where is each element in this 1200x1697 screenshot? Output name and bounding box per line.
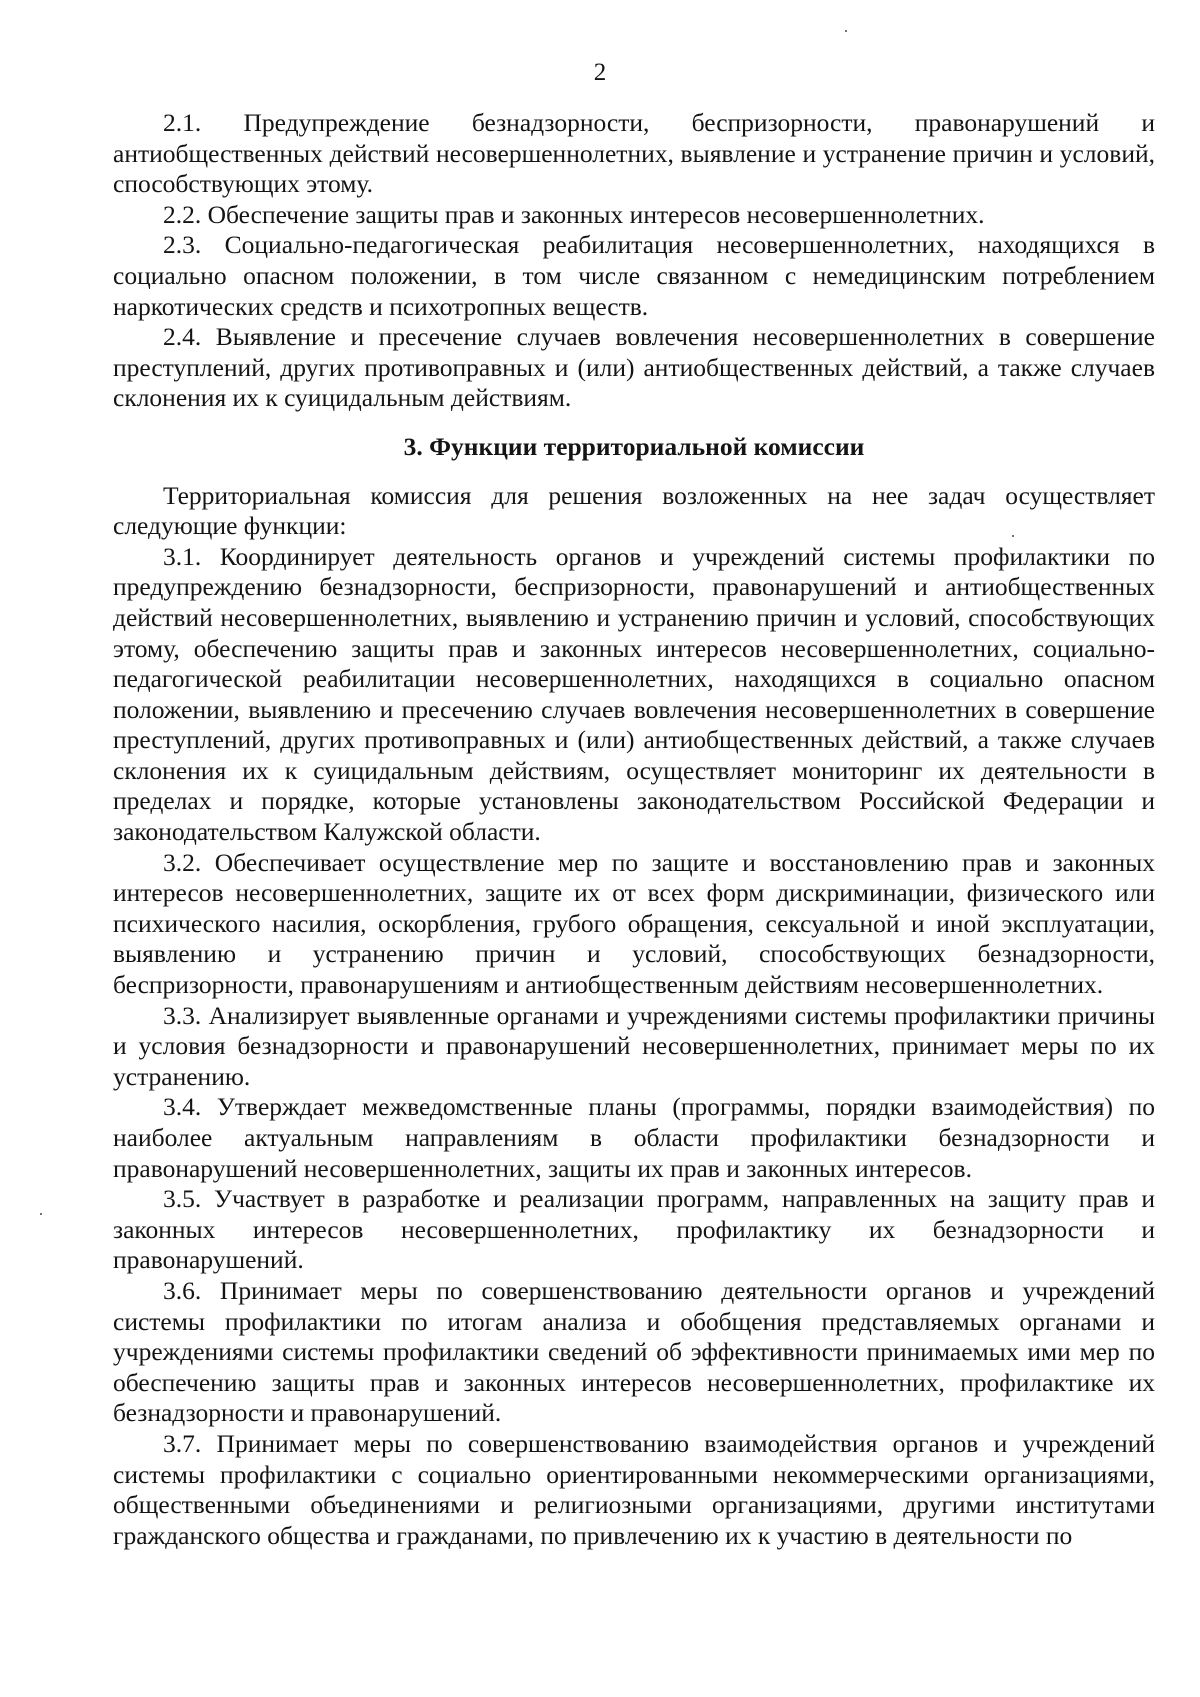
paragraph-intro: Территориальная комиссия для решения возложенных на нее задач осуществляет следующие функции: — [113, 480, 1155, 541]
paragraph-3-4: 3.4. Утверждает межведомственные планы (программы, порядки взаимодействия) по наиболее актуальным направлениям в области профилактики безнадзорности и правонарушений несовершеннолетних, защиты их прав и законных интересов. — [113, 1092, 1155, 1183]
paragraph-2-1: 2.1. Предупреждение безнадзорности, беспризорности, правонарушений и антиобщественных действий несовершеннолетних, выявление и устранение причин и условий, способствующих этому. — [113, 108, 1155, 199]
paragraph-2-3: 2.3. Социально-педагогическая реабилитация несовершеннолетних, находящихся в социально опасном положении, в том числе связанном с немедицинским потреблением наркотических средств и психотропных веществ. — [113, 230, 1155, 321]
scan-speck — [1012, 535, 1014, 537]
paragraph-3-1: 3.1. Координирует деятельность органов и учреждений системы профилактики по предупреждению безнадзорности, беспризорности, правонарушений и антиобщественных действий несовершеннолетних, выявлению и устранению причин и условий, способствующих этому, обеспечению защиты прав и законных интересов несовершеннолетних, социально-педагогической реабилитации несовершеннолетних, находящихся в социально опасном положении, выявлению и пресечению случаев вовлечения несовершеннолетних в совершение преступлений, других противоправных и (или) антиобщественных действий, а также случаев склонения их к суицидальным действиям, осуществляет мониторинг их деятельности в пределах и порядке, которые установлены законодательством Российской Федерации и законодательством Калужской области. — [113, 541, 1155, 847]
paragraph-3-7: 3.7. Принимает меры по совершенствованию взаимодействия органов и учреждений системы профилактики с социально ориентированными некоммерческими организациями, общественными объединениями и религиозными организациями, другими институтами гражданского общества и гражданами, по привлечению их к участию в деятельности по — [113, 1428, 1155, 1550]
paragraph-3-5: 3.5. Участвует в разработке и реализации программ, направленных на защиту прав и законных интересов несовершеннолетних, профилактику их безнадзорности и правонарушений. — [113, 1184, 1155, 1275]
section-heading: 3. Функции территориальной комиссии — [403, 431, 865, 461]
paragraph-3-6: 3.6. Принимает меры по совершенствованию деятельности органов и учреждений системы профилактики по итогам анализа и обобщения представляемых органами и учреждениями системы профилактики сведений об эффективности принимаемых ими мер по обеспечению защиты прав и законных интересов несовершеннолетних, профилактике их безнадзорности и правонарушений. — [113, 1275, 1155, 1428]
document-body — [113, 108, 1155, 1551]
page-number: 2 — [593, 59, 607, 86]
paragraph-2-4: 2.4. Выявление и пресечение случаев вовлечения несовершеннолетних в совершение преступлений, других противоправных и (или) антиобщественных действий, а также случаев склонения их к суицидальным действиям. — [113, 322, 1155, 413]
paragraph-2-2: 2.2. Обеспечение защиты прав и законных интересов несовершеннолетних. — [163, 199, 985, 229]
scan-speck — [845, 30, 847, 32]
paragraph-3-3: 3.3. Анализирует выявленные органами и учреждениями системы профилактики причины и условия безнадзорности и правонарушений несовершеннолетних, принимает меры по их устранению. — [113, 1000, 1155, 1091]
paragraph-3-2: 3.2. Обеспечивает осуществление мер по защите и восстановлению прав и законных интересов несовершеннолетних, защите их от всех форм дискриминации, физического или психического насилия, оскорбления, грубого обращения, сексуальной и иной эксплуатации, выявлению и устранению причин и условий, способствующих безнадзорности, беспризорности, правонарушениям и антиобщественным действиям несовершеннолетних. — [113, 847, 1155, 1000]
scan-speck — [40, 1213, 42, 1215]
